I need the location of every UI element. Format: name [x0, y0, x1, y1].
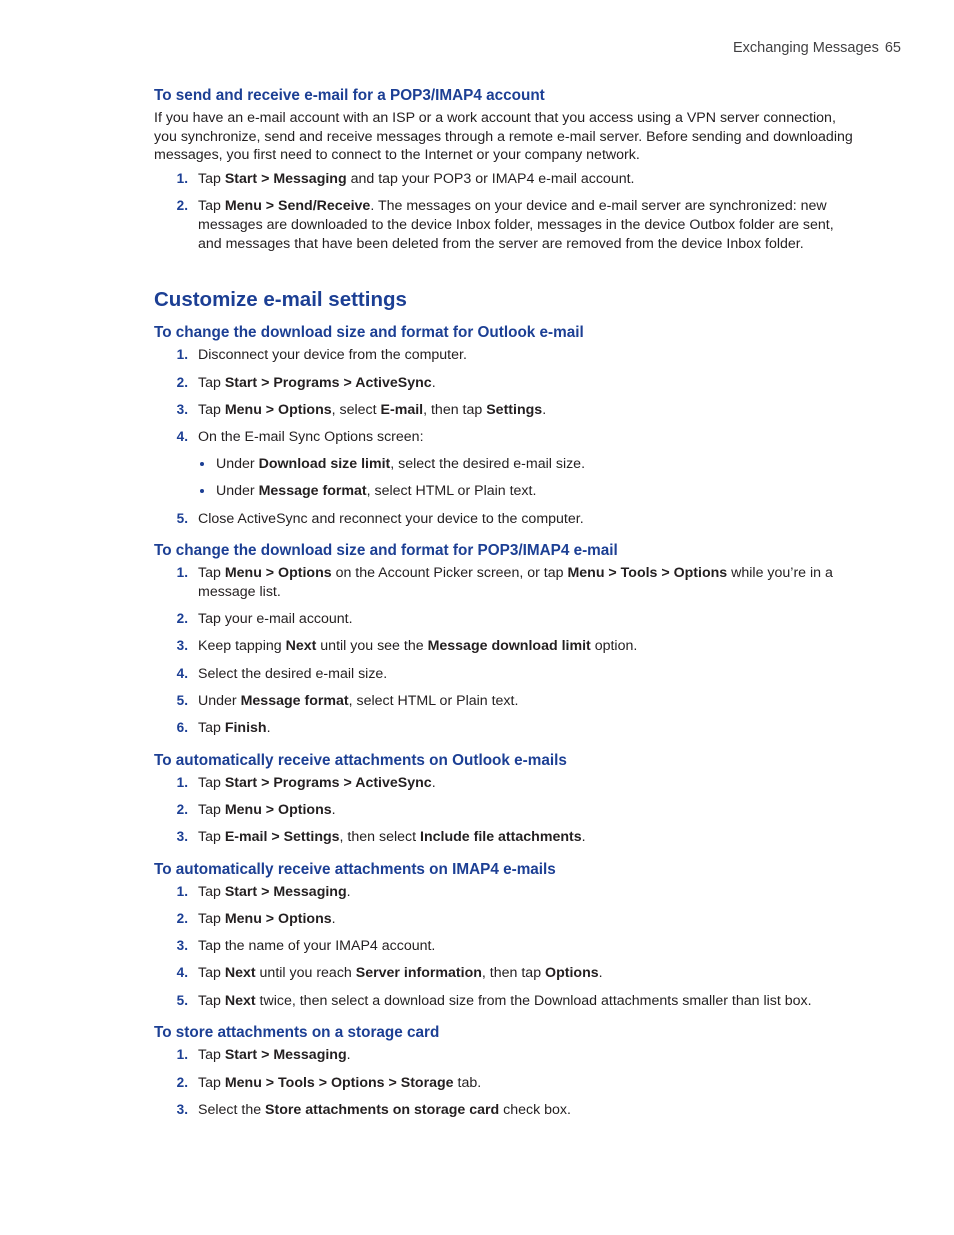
- bold-term: Message format: [258, 483, 367, 500]
- text-run: .: [598, 965, 603, 982]
- text-run: and tap your POP3 or IMAP4 e-mail account.: [346, 171, 635, 188]
- imap-attachments-steps-list: [154, 883, 854, 1011]
- step-number: 5.: [176, 992, 188, 1008]
- text-run: Tap: [198, 198, 225, 215]
- step-number: 5.: [176, 510, 188, 526]
- bold-term: Next: [224, 992, 256, 1009]
- step-number: 4.: [176, 429, 188, 445]
- text-run: while you’re in a message list.: [198, 565, 833, 601]
- text-run: . The messages on your device and e-mail server are synchronized: new messages are downloaded to the device Inbox folder, messages in the device Outbox folder are sent, and messages that have been deleted from the server are removed from the device Inbox folder.: [198, 198, 834, 252]
- step-item: [154, 665, 854, 684]
- text-run: tab.: [453, 1074, 482, 1091]
- sub-bullet-item: [198, 482, 854, 501]
- text-run: on the Account Picker screen, or tap: [331, 565, 568, 582]
- page-number: 65: [884, 40, 901, 56]
- step-item: [154, 197, 854, 253]
- outlook-size-steps-list: [154, 346, 854, 528]
- step-item: [154, 1074, 854, 1093]
- step-item: [154, 1101, 854, 1120]
- bold-term: Start > Messaging: [224, 171, 347, 188]
- text-run: option.: [590, 638, 638, 655]
- text-run: , then select: [339, 829, 420, 846]
- heading-outlook-attachments: To automatically receive attachments on Outlook e-mails: [154, 751, 567, 769]
- running-header: [733, 40, 901, 56]
- text-run: Tap: [198, 401, 225, 418]
- text-run: , select HTML or Plain text.: [366, 483, 537, 500]
- text-run: Tap: [198, 565, 225, 582]
- text-run: Close ActiveSync and reconnect your device to the computer.: [198, 510, 584, 527]
- text-run: .: [346, 883, 351, 900]
- text-run: .: [346, 1047, 351, 1064]
- step-number: 1.: [176, 347, 188, 363]
- bold-term: Menu > Options: [224, 801, 332, 818]
- text-run: , then tap: [481, 965, 546, 982]
- bold-term: Server information: [355, 965, 482, 982]
- text-run: Tap: [198, 801, 225, 818]
- step-item: [154, 883, 854, 902]
- step-item: [154, 992, 854, 1011]
- step-number: 2.: [176, 198, 188, 214]
- step-item: [154, 937, 854, 956]
- bold-term: Start > Programs > ActiveSync: [224, 774, 432, 791]
- step-item: [154, 828, 854, 847]
- text-run: Select the: [198, 1101, 266, 1118]
- bold-term: Include file attachments: [420, 829, 582, 846]
- step-item: [154, 1046, 854, 1065]
- text-run: Tap: [198, 911, 225, 928]
- text-run: Tap: [198, 1074, 225, 1091]
- step-number: 3.: [176, 401, 188, 417]
- text-run: , select: [331, 401, 381, 418]
- step-item: [154, 374, 854, 393]
- text-run: Tap: [198, 774, 225, 791]
- bold-term: E-mail > Settings: [224, 829, 340, 846]
- step-item: [154, 510, 854, 529]
- heading-storage-card: To store attachments on a storage card: [154, 1024, 440, 1042]
- customize-email-settings-title: Customize e-mail settings: [154, 288, 407, 312]
- bold-term: Start > Messaging: [224, 883, 347, 900]
- step-number: 1.: [176, 774, 188, 790]
- bold-term: E-mail: [380, 401, 424, 418]
- text-run: twice, then select a download size from the Download attachments smaller than list box.: [255, 992, 812, 1009]
- text-run: Tap: [198, 965, 225, 982]
- text-run: Disconnect your device from the computer.: [198, 347, 467, 364]
- text-run: Tap: [198, 720, 225, 737]
- step-item: [154, 428, 854, 501]
- step-item: [154, 564, 854, 601]
- text-run: Keep tapping: [198, 638, 286, 655]
- text-run: Tap: [198, 1047, 225, 1064]
- text-run: Select the desired e-mail size.: [198, 665, 388, 682]
- pop3-size-steps-list: [154, 564, 854, 737]
- bold-term: Menu > Send/Receive: [224, 198, 371, 215]
- step-number: 1.: [176, 883, 188, 899]
- text-run: Tap: [198, 883, 225, 900]
- heading-outlook-download-size: To change the download size and format for Outlook e-mail: [154, 324, 584, 342]
- sub-bullet-item: [198, 455, 854, 474]
- step-number: 2.: [176, 611, 188, 627]
- text-run: Tap: [198, 829, 225, 846]
- text-run: .: [542, 401, 547, 418]
- text-run: .: [431, 374, 436, 391]
- step-number: 1.: [176, 565, 188, 581]
- bold-term: Next: [224, 965, 256, 982]
- step-number: 4.: [176, 965, 188, 981]
- step-item: [154, 964, 854, 983]
- step-number: 4.: [176, 665, 188, 681]
- storage-card-steps-list: [154, 1046, 854, 1119]
- step-number: 3.: [176, 829, 188, 845]
- step-number: 1.: [176, 171, 188, 187]
- text-run: check box.: [499, 1101, 571, 1118]
- text-run: Tap: [198, 374, 225, 391]
- text-run: .: [581, 829, 586, 846]
- bold-term: Start > Programs > ActiveSync: [224, 374, 432, 391]
- step-item: [154, 610, 854, 629]
- bold-term: Menu > Options: [224, 565, 332, 582]
- step-number: 2.: [176, 374, 188, 390]
- text-run: Under: [216, 456, 259, 473]
- text-run: Under: [216, 483, 259, 500]
- step-number: 1.: [176, 1047, 188, 1063]
- step-item: [154, 170, 854, 189]
- bold-term: Options: [545, 965, 599, 982]
- heading-imap-attachments: To automatically receive attachments on IMAP4 e-mails: [154, 860, 556, 878]
- step-item: [154, 637, 854, 656]
- step-number: 5.: [176, 692, 188, 708]
- heading-pop3-download-size: To change the download size and format for POP3/IMAP4 e-mail: [154, 542, 618, 560]
- bold-term: Message download limit: [427, 638, 591, 655]
- step-number: 6.: [176, 720, 188, 736]
- step-number: 2.: [176, 801, 188, 817]
- step-number: 3.: [176, 638, 188, 654]
- step-item: [154, 401, 854, 420]
- bold-term: Settings: [486, 401, 543, 418]
- text-run: , select HTML or Plain text.: [348, 692, 519, 709]
- bold-term: Next: [285, 638, 317, 655]
- text-run: .: [331, 911, 336, 928]
- text-run: On the E-mail Sync Options screen:: [198, 429, 424, 446]
- pop3-intro-paragraph: If you have an e-mail account with an ISP or a work account that you access using a VPN server connection, you synchronize, send and receive messages through a remote e-mail server. Before sending and downloading messages, you first need to connect to the Internet or your company network.: [154, 110, 853, 164]
- text-run: .: [266, 720, 271, 737]
- bold-term: Menu > Tools > Options > Storage: [224, 1074, 454, 1091]
- bold-term: Menu > Options: [224, 911, 332, 928]
- step-item: [154, 692, 854, 711]
- step-item: [154, 346, 854, 365]
- text-run: Tap: [198, 992, 225, 1009]
- heading-pop3-send-receive: To send and receive e-mail for a POP3/IMAP4 account: [154, 87, 545, 104]
- step-number: 3.: [176, 1101, 188, 1117]
- bold-term: Message format: [240, 692, 349, 709]
- step-number: 3.: [176, 938, 188, 954]
- bold-term: Download size limit: [258, 456, 391, 473]
- text-run: until you see the: [316, 638, 428, 655]
- bullet-dot-icon: [200, 462, 204, 466]
- bold-term: Start > Messaging: [224, 1047, 347, 1064]
- step-item: [154, 801, 854, 820]
- pop3-steps-list: [154, 170, 854, 253]
- text-run: .: [331, 801, 336, 818]
- step-item: [154, 719, 854, 738]
- text-run: , select the desired e-mail size.: [390, 456, 586, 473]
- text-run: Tap the name of your IMAP4 account.: [198, 938, 436, 955]
- sub-bullet-list: [198, 455, 854, 501]
- bold-term: Menu > Options: [224, 401, 332, 418]
- step-number: 2.: [176, 911, 188, 927]
- step-number: 2.: [176, 1074, 188, 1090]
- text-run: Tap: [198, 171, 225, 188]
- text-run: , then tap: [423, 401, 487, 418]
- bold-term: Menu > Tools > Options: [567, 565, 728, 582]
- text-run: until you reach: [255, 965, 356, 982]
- text-run: .: [431, 774, 436, 791]
- text-run: Under: [198, 692, 241, 709]
- outlook-attachments-steps-list: [154, 774, 854, 847]
- page-content: [154, 86, 854, 1120]
- text-run: Tap your e-mail account.: [198, 611, 353, 628]
- step-item: [154, 774, 854, 793]
- bullet-dot-icon: [200, 489, 204, 493]
- step-item: [154, 910, 854, 929]
- bold-term: Store attachments on storage card: [265, 1101, 500, 1118]
- chapter-title: Exchanging Messages: [732, 40, 879, 56]
- bold-term: Finish: [224, 720, 267, 737]
